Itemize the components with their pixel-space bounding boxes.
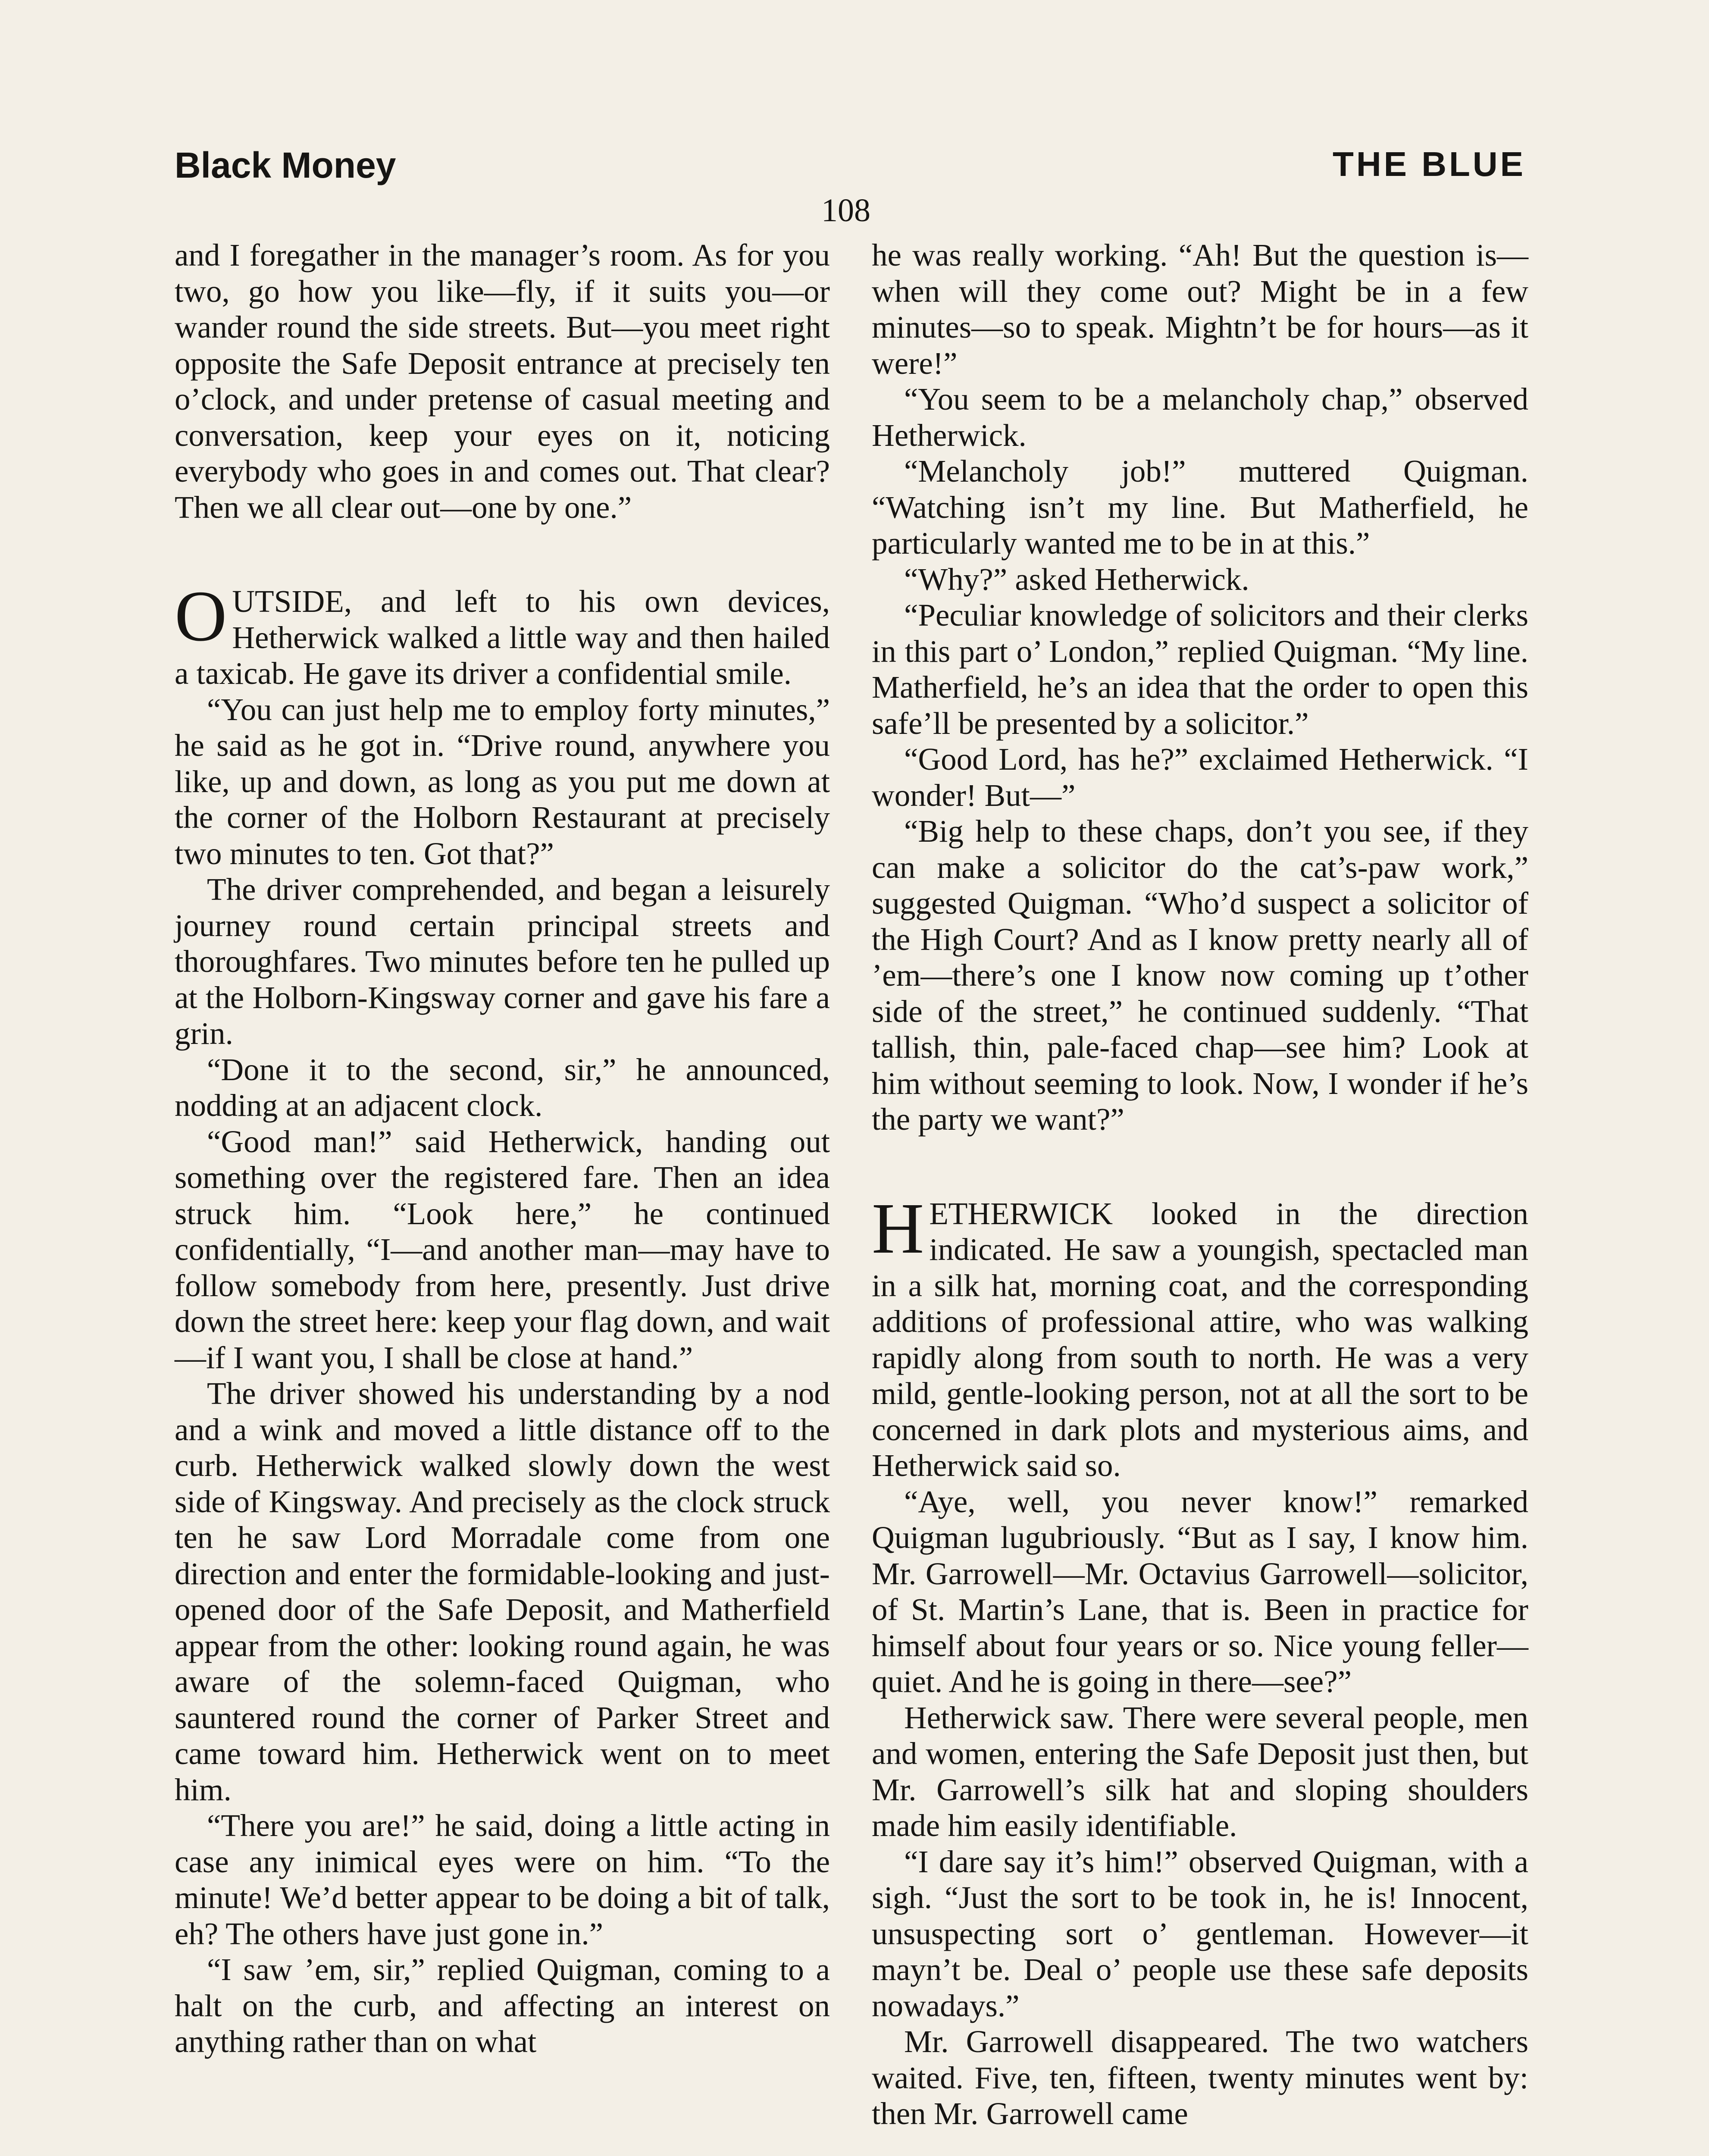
paragraph: “Good Lord, has he?” exclaimed Hetherwick. “I wonder! But—” bbox=[872, 742, 1528, 813]
paragraph: “Good man!” said Hetherwick, handing out something over the registered fare. Then an idea struck him. “Look here,” he continued confidentially, “I—and another man—may have to follow somebody from here, presently. Just drive down the street here: keep your flag down, and wait—if I want you, I shall be close at hand.” bbox=[175, 1124, 830, 1375]
drop-cap: H bbox=[872, 1188, 924, 1269]
paragraph: Hetherwick saw. There were several people, men and women, entering the Safe Deposit just then, but Mr. Garrowell’s silk hat and sloping shoulders made him easily identifiable. bbox=[872, 1700, 1528, 1843]
paragraph-text: UTSIDE, and left to his own devices, Hetherwick walked a little way and then hailed a taxicab. He gave its driver a confidential smile. bbox=[175, 584, 830, 691]
paragraph: “Melancholy job!” muttered Quigman. “Watching isn’t my line. But Matherfield, he particularly wanted me to be in at this.” bbox=[872, 454, 1528, 561]
paragraph: “I dare say it’s him!” observed Quigman, with a sigh. “Just the sort to be took in, he is! Innocent, unsuspecting sort o’ gentleman. However—it mayn’t be. Deal o’ people use these safe deposits nowadays.” bbox=[872, 1844, 1528, 2023]
magazine-title: THE BLUE bbox=[1333, 145, 1526, 183]
paragraph: he was really working. “Ah! But the question is—when will they come out? Might be in a few minutes—so to speak. Mightn’t be for hours—as it were!” bbox=[872, 238, 1528, 381]
drop-cap: O bbox=[175, 576, 227, 656]
paragraph-text: ETHERWICK looked in the direction indicated. He saw a youngish, spectacled man in a silk hat, morning coat, and the corresponding additions of professional attire, who was walking rapidly along from south to north. He was a very mild, gentle-looking person, not at all the sort to be concerned in dark plots and mysterious aims, and Hetherwick said so. bbox=[872, 1196, 1528, 1483]
paragraph bbox=[175, 576, 830, 692]
paragraph: “Peculiar knowledge of solicitors and their clerks in this part o’ London,” replied Quigman. “My line. Matherfield, he’s an idea that the order to open this safe’ll be presented by a solicitor.” bbox=[872, 598, 1528, 741]
paragraph: “There you are!” he said, doing a little acting in case any inimical eyes were on him. “To the minute! We’d better appear to be doing a bit of talk, eh? The others have just gone in.” bbox=[175, 1808, 830, 1951]
left-column bbox=[175, 237, 830, 2060]
story-title: Black Money bbox=[175, 145, 396, 185]
paragraph: “Big help to these chaps, don’t you see, if they can make a solicitor do the cat’s-paw work,” suggested Quigman. “Who’d suspect a solicitor of the High Court? And as I know pretty nearly all of ’em—there’s one I know now coming up t’other side of the street,” he continued suddenly. “That tallish, thin, pale-faced chap—see him? Look at him without seeming to look. Now, I wonder if he’s the party we want?” bbox=[872, 814, 1528, 1137]
paragraph: “Why?” asked Hetherwick. bbox=[904, 561, 1249, 597]
paragraph: “I saw ’em, sir,” replied Quigman, coming to a halt on the curb, and affecting an interest on anything rather than on what bbox=[175, 1952, 830, 2059]
paragraph: The driver comprehended, and began a leisurely journey round certain principal streets and thoroughfares. Two minutes before ten he pulled up at the Holborn-Kingsway corner and gave his fare a grin. bbox=[175, 872, 830, 1051]
paragraph: “You can just help me to employ forty minutes,” he said as he got in. “Drive round, anywhere you like, up and down, as long as you put me down at the corner of the Holborn Restaurant at precisely two minutes to ten. Got that?” bbox=[175, 692, 830, 871]
paragraph: “Aye, well, you never know!” remarked Quigman lugubriously. “But as I say, I know him. Mr. Garrowell—Mr. Octavius Garrowell—solicitor, of St. Martin’s Lane, that is. Been in practice for himself about four years or so. Nice young feller—quiet. And he is going in there—see?” bbox=[872, 1484, 1528, 1699]
paragraph: The driver showed his understanding by a nod and a wink and moved a little distance off to the curb. Hetherwick walked slowly down the west side of Kingsway. And precisely as the clock struck ten he saw Lord Morradale come from one direction and enter the formidable-looking and just-opened door of the Safe Deposit, and Matherfield appear from the other: looking round again, he was aware of the solemn-faced Quigman, who sauntered round the corner of Parker Street and came toward him. Hetherwick went on to meet him. bbox=[175, 1376, 830, 1807]
page-number: 108 bbox=[821, 192, 870, 229]
paragraph: “You seem to be a melancholy chap,” observed Hetherwick. bbox=[872, 382, 1528, 453]
paragraph: “Done it to the second, sir,” he announced, nodding at an adjacent clock. bbox=[175, 1052, 830, 1123]
paragraph: Mr. Garrowell disappeared. The two watchers waited. Five, ten, fifteen, twenty minutes went by: then Mr. Garrowell came bbox=[872, 2024, 1528, 2131]
paragraph bbox=[872, 1188, 1528, 1484]
right-column bbox=[872, 237, 1528, 2132]
paragraph: and I foregather in the manager’s room. As for you two, go how you like—fly, if it suits you—or wander round the side streets. But—you meet right opposite the Safe Deposit entrance at precisely ten o’clock, and under pretense of casual meeting and conversation, keep your eyes on it, noticing everybody who goes in and comes out. That clear? Then we all clear out—one by one.” bbox=[175, 238, 830, 525]
